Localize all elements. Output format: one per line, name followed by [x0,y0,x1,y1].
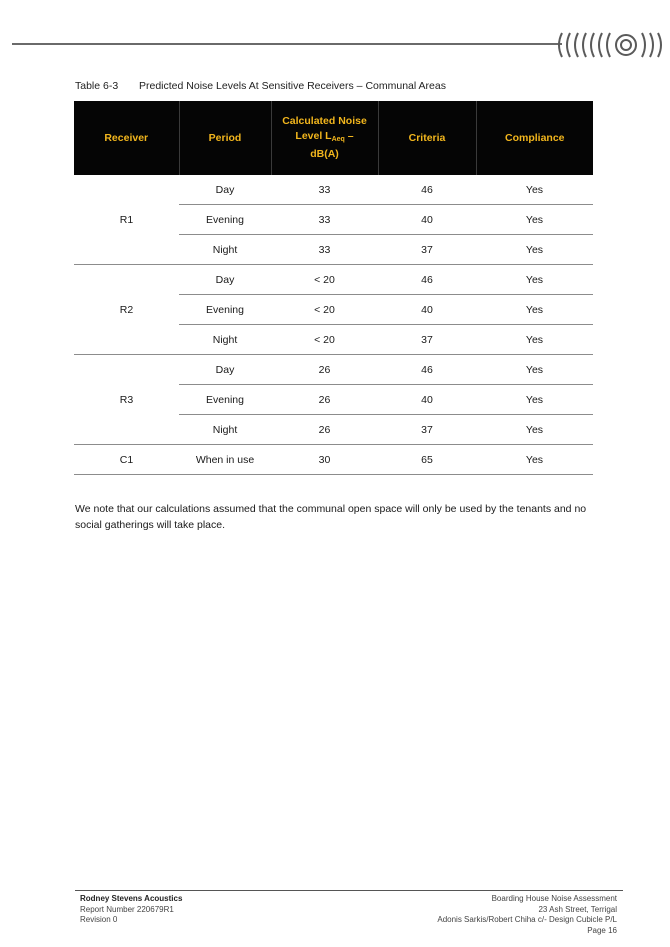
body-note: We note that our calculations assumed that the communal open space will only be used by the tenants and no social gatherings will take place. [75,502,587,531]
footer-report-number: Report Number 220679R1 [80,904,174,914]
criteria-cell: 37 [378,235,476,265]
header-level-prefix: Level L [295,130,332,142]
header-level-unit: dB(A) [310,148,339,160]
header-compliance: Compliance [476,101,593,175]
footer-company: Rodney Stevens Acoustics [80,894,183,903]
level-cell: 33 [271,175,378,205]
header-level-suffix: – [344,130,354,142]
table-caption [75,80,446,92]
receiver-cell: R1 [74,175,179,265]
receiver-cell: R3 [74,355,179,445]
level-cell: 26 [271,355,378,385]
table-row [74,355,593,385]
period-cell: Evening [179,295,271,325]
criteria-cell: 46 [378,265,476,295]
header-calculated-level [271,101,378,175]
noise-levels-table [74,101,593,475]
compliance-cell: Yes [476,355,593,385]
sound-wave-logo-icon [556,27,664,63]
table-row [74,445,593,475]
period-cell: Day [179,355,271,385]
criteria-cell: 37 [378,325,476,355]
period-cell: Day [179,175,271,205]
level-cell: 33 [271,205,378,235]
criteria-cell: 46 [378,175,476,205]
criteria-cell: 40 [378,385,476,415]
compliance-cell: Yes [476,325,593,355]
footer-project: Boarding House Noise Assessment [491,894,617,903]
header-period: Period [179,101,271,175]
level-cell: 33 [271,235,378,265]
footer-left [80,894,182,926]
compliance-cell: Yes [476,265,593,295]
period-cell: Night [179,415,271,445]
compliance-cell: Yes [476,385,593,415]
period-cell: Evening [179,205,271,235]
footer-address: 23 Ash Street, Terrigal [538,904,617,914]
receiver-cell: R2 [74,265,179,355]
level-cell: 26 [271,415,378,445]
level-cell: < 20 [271,265,378,295]
header-level-subscript: Aeq [331,136,345,143]
footer-right [437,894,617,936]
level-cell: 26 [271,385,378,415]
table-row [74,175,593,205]
period-cell: When in use [179,445,271,475]
period-cell: Night [179,325,271,355]
criteria-cell: 40 [378,295,476,325]
level-cell: < 20 [271,325,378,355]
header-rule [12,43,562,45]
criteria-cell: 40 [378,205,476,235]
table-header-row [74,101,593,175]
header-criteria: Criteria [378,101,476,175]
table-title: Predicted Noise Levels At Sensitive Receivers – Communal Areas [139,80,446,92]
level-cell: < 20 [271,295,378,325]
level-cell: 30 [271,445,378,475]
footer-revision: Revision 0 [80,915,118,924]
period-cell: Day [179,265,271,295]
compliance-cell: Yes [476,415,593,445]
header-level-line1: Calculated Noise [282,115,367,127]
compliance-cell: Yes [476,295,593,325]
compliance-cell: Yes [476,235,593,265]
footer-page: Page 16 [587,925,617,935]
compliance-cell: Yes [476,445,593,475]
table-row [74,265,593,295]
period-cell: Evening [179,385,271,415]
criteria-cell: 37 [378,415,476,445]
footer-rule [75,890,623,891]
criteria-cell: 46 [378,355,476,385]
compliance-cell: Yes [476,175,593,205]
table-number: Table 6-3 [75,80,119,92]
criteria-cell: 65 [378,445,476,475]
footer-client: Adonis Sarkis/Robert Chiha c/- Design Cubicle P/L [437,915,617,924]
header-receiver: Receiver [74,101,179,175]
period-cell: Night [179,235,271,265]
receiver-cell: C1 [74,445,179,475]
compliance-cell: Yes [476,205,593,235]
